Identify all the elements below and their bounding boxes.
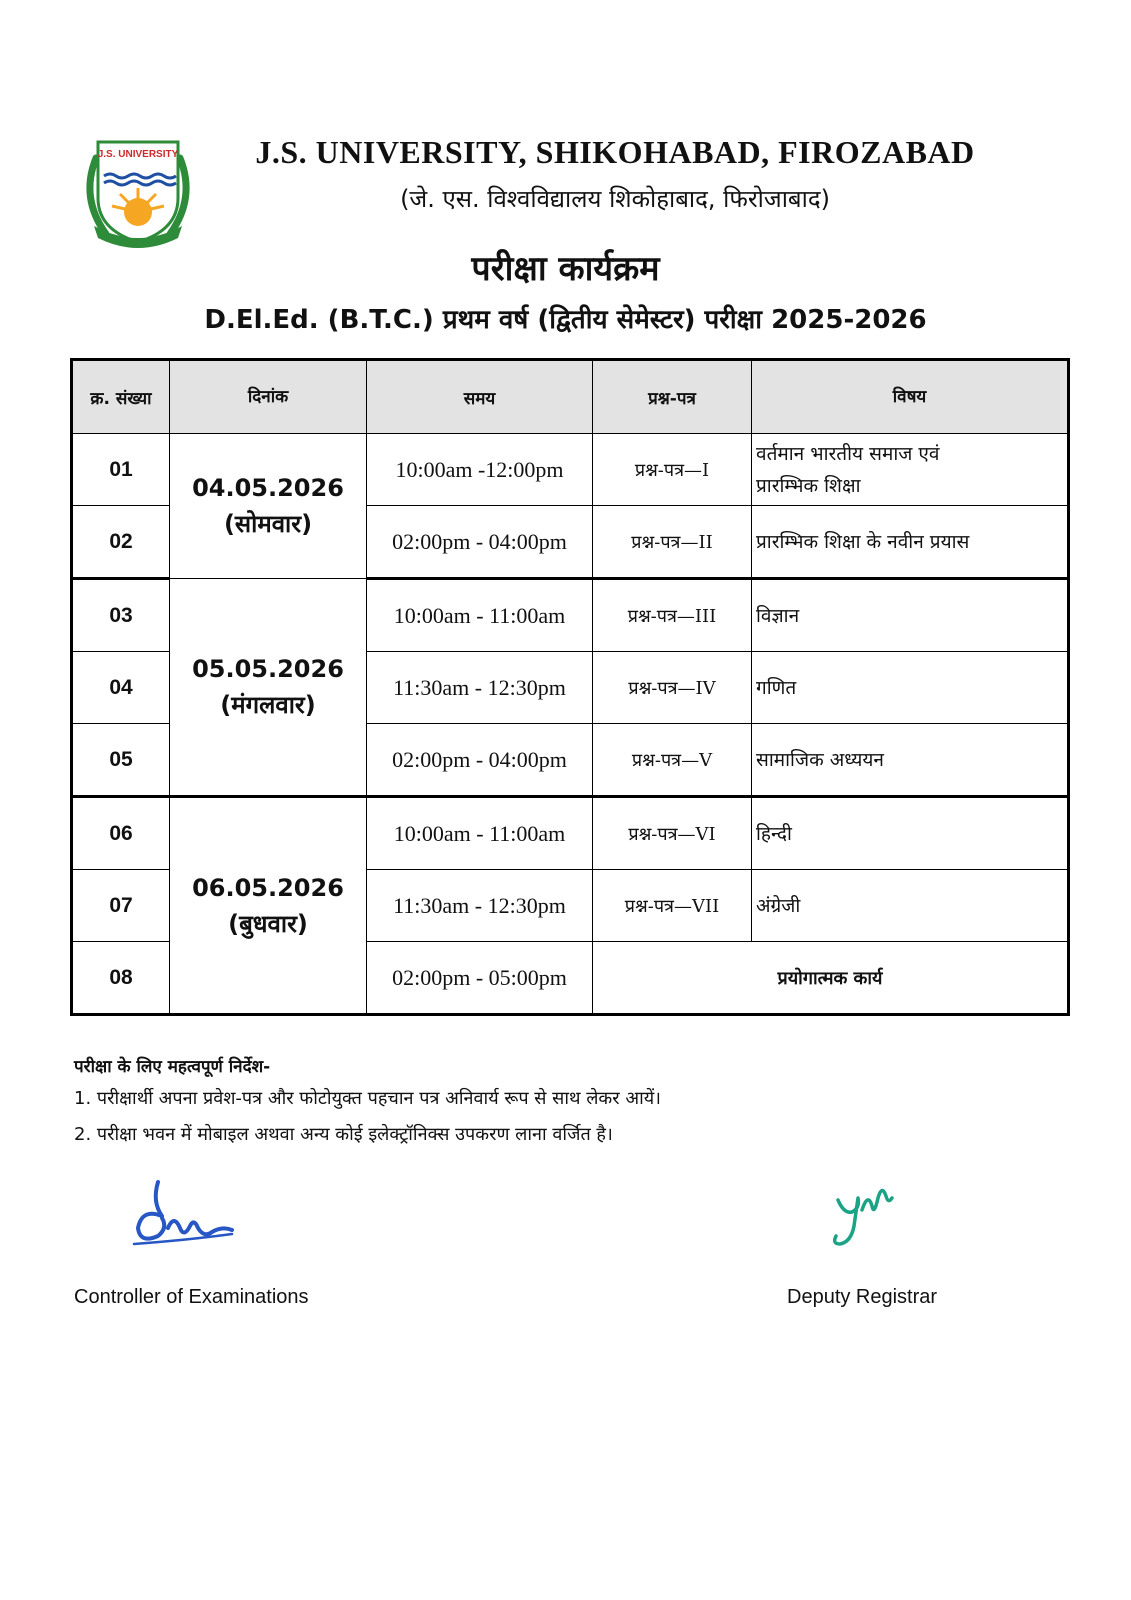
deputy-registrar-label: Deputy Registrar: [787, 1286, 938, 1308]
exam-schedule-table: [70, 358, 1070, 1016]
time-cell: 11:30am - 12:30pm: [367, 652, 593, 724]
paper-cell: प्रश्न-पत्र—III: [593, 579, 752, 652]
table-row: [72, 797, 1069, 870]
subject-cell: विज्ञान: [752, 579, 1069, 652]
subject-cell: गणित: [752, 652, 1069, 724]
subject-cell: प्रारम्भिक शिक्षा के नवीन प्रयास: [752, 506, 1069, 579]
serial-cell: 08: [72, 942, 170, 1015]
instruction-item: 2. परीक्षा भवन में मोबाइल अथवा अन्य कोई इलेक्ट्रॉनिक्स उपकरण लाना वर्जित है।: [74, 1124, 613, 1145]
header-date: दिनांक: [170, 360, 367, 434]
paper-cell: प्रश्न-पत्र—IV: [593, 652, 752, 724]
paper-cell: प्रश्न-पत्र—II: [593, 506, 752, 579]
date-cell: [170, 579, 367, 797]
university-logo: [76, 138, 200, 250]
serial-cell: 05: [72, 724, 170, 797]
date-value: 06.05.2026: [192, 873, 344, 902]
instructions-title: परीक्षा के लिए महत्वपूर्ण निर्देश-: [74, 1057, 271, 1077]
subject-cell: [752, 434, 1069, 506]
serial-cell: 01: [72, 434, 170, 506]
serial-cell: 03: [72, 579, 170, 652]
table-row: [72, 579, 1069, 652]
day-value: (बुधवार): [228, 909, 308, 938]
paper-cell: प्रश्न-पत्र—I: [593, 434, 752, 506]
header-subject: विषय: [752, 360, 1069, 434]
serial-cell: 07: [72, 870, 170, 942]
controller-signature: [128, 1178, 238, 1250]
subject-cell: सामाजिक अध्ययन: [752, 724, 1069, 797]
university-name-hindi: (जे. एस. विश्वविद्यालय शिकोहाबाद, फिरोजाबाद): [400, 185, 830, 213]
subject-line: वर्तमान भारतीय समाज एवं: [756, 442, 940, 465]
instruction-item: 1. परीक्षार्थी अपना प्रवेश-पत्र और फोटोयुक्त पहचान पत्र अनिवार्य रूप से साथ लेकर आयें।: [74, 1088, 661, 1109]
day-value: (सोमवार): [223, 510, 313, 538]
page-subtitle: D.El.Ed. (B.T.C.) प्रथम वर्ष (द्वितीय सेमेस्टर) परीक्षा 2025-2026: [204, 305, 927, 335]
date-value: 04.05.2026: [192, 474, 344, 502]
subject-cell: हिन्दी: [752, 797, 1069, 870]
paper-cell: प्रश्न-पत्र—VII: [593, 870, 752, 942]
date-cell: [170, 434, 367, 579]
serial-cell: 04: [72, 652, 170, 724]
serial-cell: 06: [72, 797, 170, 870]
paper-cell: प्रश्न-पत्र—V: [593, 724, 752, 797]
controller-of-examinations-label: Controller of Examinations: [74, 1286, 309, 1308]
time-cell: 10:00am - 11:00am: [367, 797, 593, 870]
table-row: [72, 434, 1069, 506]
day-value: (मंगलवार): [220, 691, 316, 719]
time-cell: 02:00pm - 04:00pm: [367, 724, 593, 797]
practical-work-cell: प्रयोगात्मक कार्य: [593, 942, 1069, 1015]
table-header-row: [72, 360, 1069, 434]
header-serial: क्र. संख्या: [72, 360, 170, 434]
time-cell: 02:00pm - 04:00pm: [367, 506, 593, 579]
subject-cell: अंग्रेजी: [752, 870, 1069, 942]
paper-cell: प्रश्न-पत्र—VI: [593, 797, 752, 870]
page-title: परीक्षा कार्यक्रम: [471, 249, 660, 289]
svg-text:J.S. UNIVERSITY: J.S. UNIVERSITY: [97, 149, 179, 160]
date-cell: [170, 797, 367, 1015]
subject-line: प्रारम्भिक शिक्षा: [756, 474, 861, 497]
header-time: समय: [367, 360, 593, 434]
registrar-signature: [832, 1184, 904, 1248]
time-cell: 02:00pm - 05:00pm: [367, 942, 593, 1015]
time-cell: 10:00am -12:00pm: [367, 434, 593, 506]
serial-cell: 02: [72, 506, 170, 579]
time-cell: 10:00am - 11:00am: [367, 579, 593, 652]
date-value: 05.05.2026: [192, 655, 344, 683]
time-cell: 11:30am - 12:30pm: [367, 870, 593, 942]
header-paper: प्रश्न-पत्र: [593, 360, 752, 434]
university-name: J.S. UNIVERSITY, SHIKOHABAD, FIROZABAD: [255, 134, 975, 170]
